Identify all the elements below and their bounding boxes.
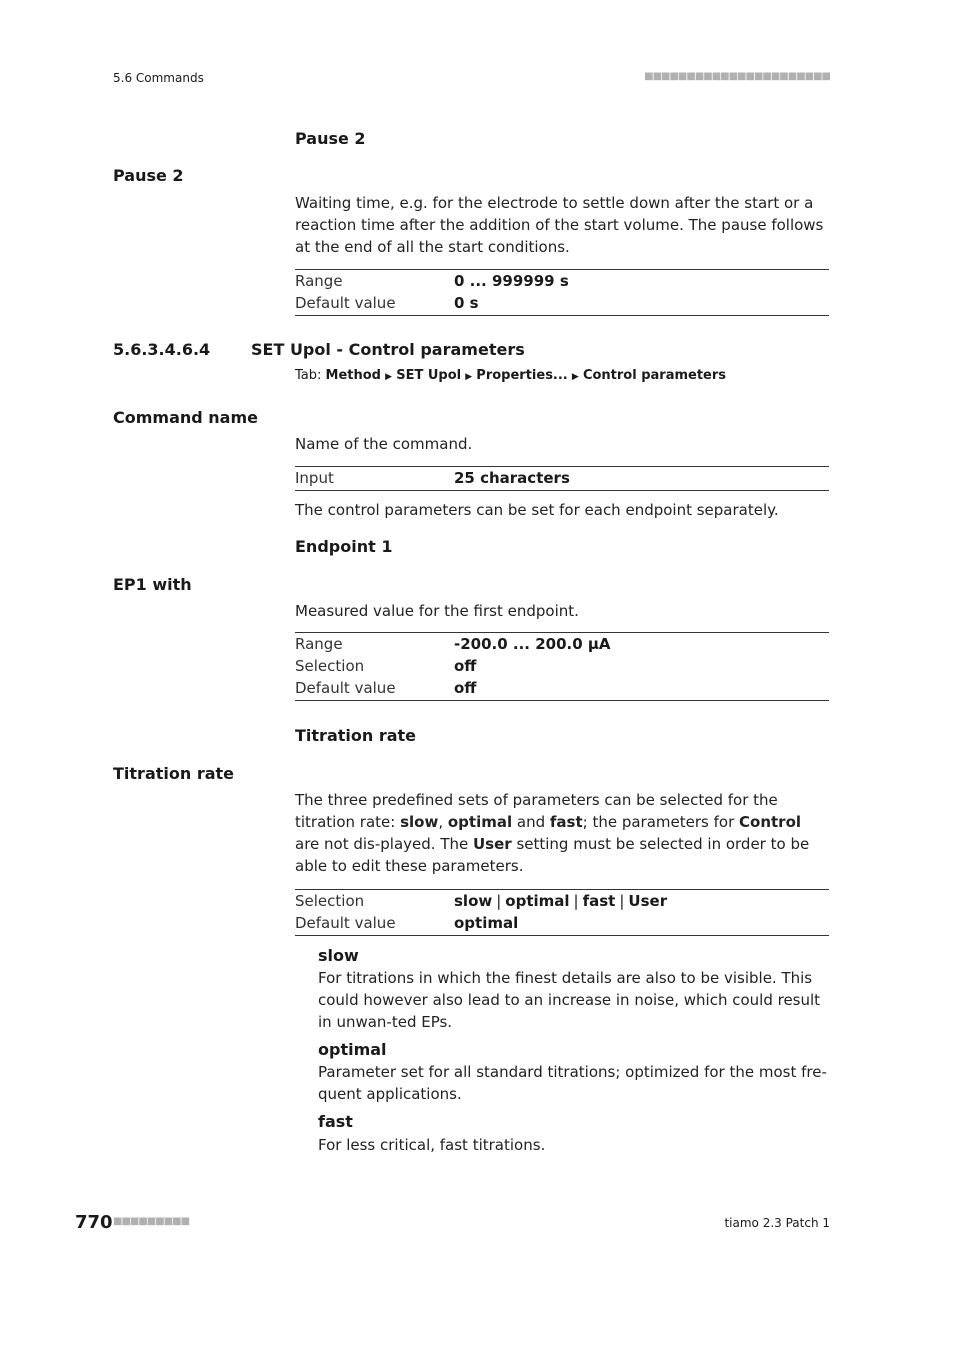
table-row bbox=[295, 633, 829, 655]
path-item: SET Upol bbox=[396, 368, 462, 383]
path-item: Method bbox=[325, 368, 381, 383]
pause-description: Waiting time, e.g. for the electrode to settle down after the start or a reaction time after the addition of the start volume. The pause follows at the end of all the start conditions. bbox=[295, 194, 824, 256]
arrow-icon: ▶ bbox=[571, 372, 579, 382]
option-optimal-name: optimal bbox=[318, 1040, 387, 1059]
tab-prefix: Tab: bbox=[295, 368, 326, 383]
text-run: are not dis-played. The bbox=[295, 835, 473, 853]
footer-decoration: ■■■■■■■■■ bbox=[113, 1216, 190, 1227]
separator: | bbox=[619, 892, 625, 910]
term-control: Control bbox=[739, 813, 802, 831]
command-name-label: Command name bbox=[113, 408, 258, 427]
param-value bbox=[454, 890, 829, 912]
table-row bbox=[295, 292, 829, 314]
table-row bbox=[295, 677, 829, 699]
param-key: Default value bbox=[295, 294, 396, 312]
param-value: off bbox=[454, 657, 477, 675]
term-fast: fast bbox=[549, 813, 583, 831]
param-value: -200.0 ... 200.0 µA bbox=[454, 635, 611, 653]
option-slow-name: slow bbox=[318, 946, 359, 965]
ep1-param-table bbox=[295, 632, 829, 701]
titration-label: Titration rate bbox=[113, 764, 235, 783]
param-key: Selection bbox=[295, 892, 365, 910]
param-value: off bbox=[454, 679, 477, 697]
option-value: User bbox=[628, 892, 668, 910]
ep1-label: EP1 with bbox=[113, 575, 192, 594]
param-value: optimal bbox=[454, 914, 519, 932]
command-name-description: Name of the command. bbox=[295, 435, 473, 453]
tab-path bbox=[295, 368, 726, 383]
header-decoration: ■■■■■■■■■■■■■■■■■■■■■■ bbox=[644, 71, 830, 82]
table-row bbox=[295, 890, 829, 912]
titration-param-table bbox=[295, 889, 829, 936]
option-value: slow bbox=[454, 892, 493, 910]
option-fast-text: For less critical, fast titrations. bbox=[318, 1136, 546, 1154]
titration-description bbox=[295, 789, 829, 877]
param-value: 0 ... 999999 s bbox=[454, 272, 569, 290]
table-row bbox=[295, 467, 829, 489]
term-optimal: optimal bbox=[447, 813, 513, 831]
option-fast-name: fast bbox=[318, 1112, 353, 1131]
text-run: The three predefined sets of parameters can be selected for the titration rate: bbox=[295, 791, 778, 831]
option-value: fast bbox=[582, 892, 616, 910]
param-value: 0 s bbox=[454, 294, 479, 312]
ep1-description: Measured value for the first endpoint. bbox=[295, 602, 579, 620]
path-item: Properties... bbox=[476, 368, 568, 383]
table-row bbox=[295, 655, 829, 677]
endpoint-subhead: Endpoint 1 bbox=[295, 537, 393, 556]
pause-param-table bbox=[295, 269, 829, 316]
param-key: Input bbox=[295, 469, 334, 487]
path-item: Control parameters bbox=[582, 368, 727, 383]
table-row bbox=[295, 270, 829, 292]
product-name: tiamo 2.3 Patch 1 bbox=[724, 1216, 830, 1230]
text-run: , bbox=[438, 813, 448, 831]
section-number: 5.6.3.4.6.4 bbox=[113, 340, 211, 359]
text-run: setting must be selected in order to be able to edit these parameters. bbox=[295, 835, 810, 875]
param-key: Default value bbox=[295, 914, 396, 932]
param-key: Range bbox=[295, 272, 343, 290]
term-user: User bbox=[473, 835, 512, 853]
text-run: ; the parameters for bbox=[582, 813, 740, 831]
table-row bbox=[295, 912, 829, 934]
control-note: The control parameters can be set for each endpoint separately. bbox=[295, 501, 779, 519]
page-number: 770 bbox=[75, 1212, 113, 1233]
param-key: Selection bbox=[295, 657, 365, 675]
pause-label: Pause 2 bbox=[113, 166, 184, 185]
arrow-icon: ▶ bbox=[465, 372, 473, 382]
pause-subhead: Pause 2 bbox=[295, 129, 366, 148]
param-key: Range bbox=[295, 635, 343, 653]
param-value: 25 characters bbox=[454, 469, 570, 487]
param-key: Default value bbox=[295, 679, 396, 697]
arrow-icon: ▶ bbox=[385, 372, 393, 382]
titration-subhead: Titration rate bbox=[295, 726, 417, 745]
separator: | bbox=[496, 892, 502, 910]
option-slow-text: For titrations in which the finest details are also to be visible. This could however also lead to an increase in noise, which could result in unwan-ted EPs. bbox=[318, 969, 821, 1031]
command-param-table bbox=[295, 466, 829, 491]
option-value: optimal bbox=[505, 892, 570, 910]
option-optimal-text: Parameter set for all standard titrations; optimized for the most fre-quent applications. bbox=[318, 1063, 827, 1103]
section-title: SET Upol - Control parameters bbox=[251, 340, 525, 359]
text-run: and bbox=[512, 813, 550, 831]
running-header-section: 5.6 Commands bbox=[113, 71, 204, 85]
separator: | bbox=[573, 892, 579, 910]
term-slow: slow bbox=[400, 813, 439, 831]
